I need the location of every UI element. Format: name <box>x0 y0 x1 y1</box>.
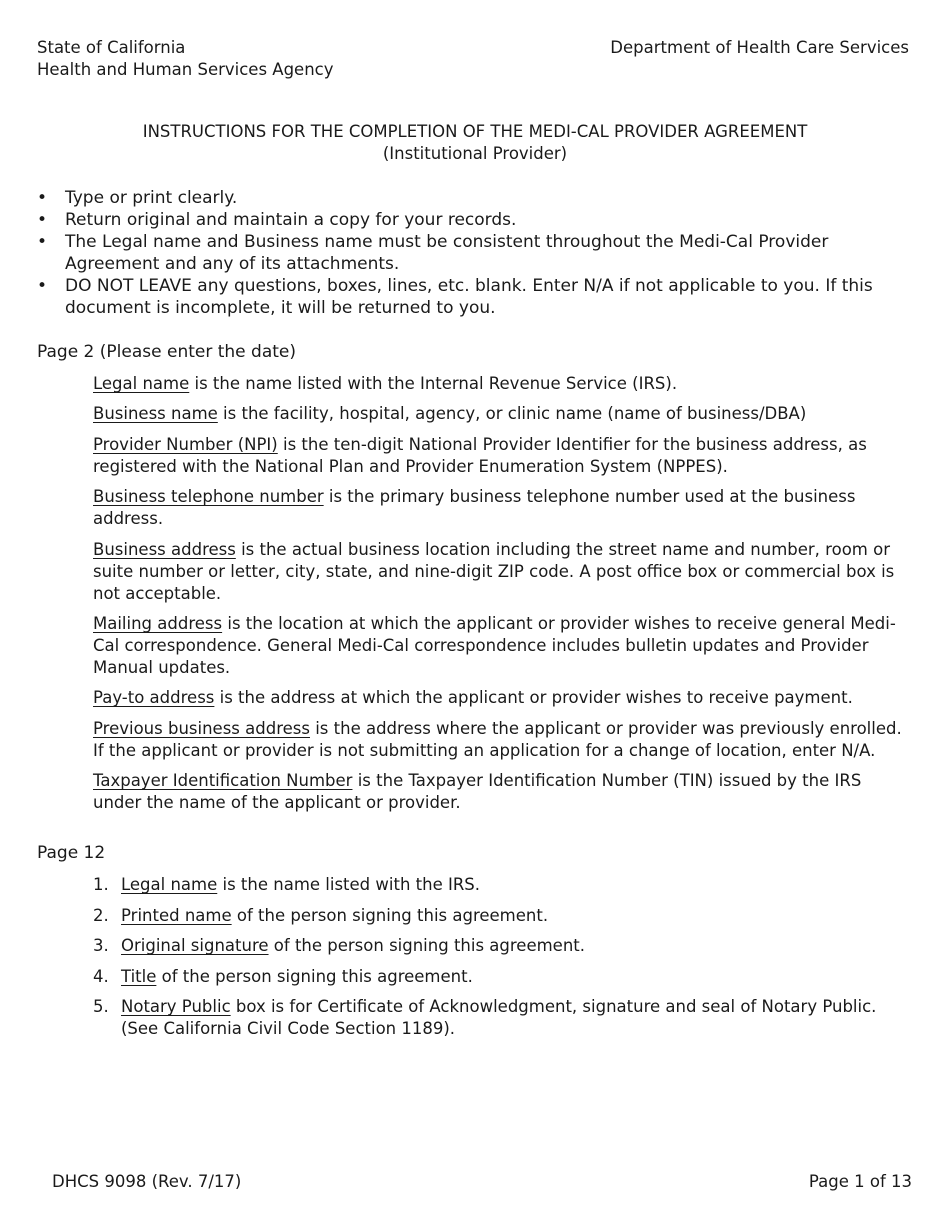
definition-text: is the name listed with the Internal Revenue Service (IRS). <box>189 374 678 393</box>
form-id: DHCS 9098 (Rev. 7/17) <box>52 1172 242 1191</box>
list-item <box>93 905 908 927</box>
page12-heading: Page 12 <box>37 843 106 863</box>
definition-term: Business name <box>93 404 218 424</box>
definition-term: Provider Number (NPI) <box>93 434 278 454</box>
list-item <box>93 996 908 1040</box>
definition-item <box>93 403 908 425</box>
definition-text: is the facility, hospital, agency, or clinic name (name of business/DBA) <box>217 404 807 424</box>
list-term: Legal name <box>121 875 218 894</box>
bullet-item: • DO NOT LEAVE any questions, boxes, lines, etc. blank. Enter N/A if not applicable to you. If this document is incomplete, it will be returned to you. <box>37 275 917 319</box>
list-number: 1. <box>93 875 109 894</box>
definition-text: is the primary business telephone number used at the business address. <box>93 487 856 529</box>
definition-text: is the address where the applicant or provider was previously enrolled. If the applicant or provider is not submitting an application for a change of location, enter N/A. <box>93 718 902 760</box>
list-text: box is for Certificate of Acknowledgment, signature and seal of Notary Public. (See California Civil Code Section 1189). <box>121 997 877 1039</box>
list-text: of the person signing this agreement. <box>268 936 585 956</box>
definition-item <box>93 770 908 814</box>
definition-item <box>93 613 908 679</box>
definition-item <box>93 687 908 709</box>
bullet-item: • The Legal name and Business name must be consistent throughout the Medi-Cal Provider Agreement and any of its attachments. <box>37 231 917 275</box>
definition-text: is the actual business location including the street name and number, room or suite number or letter, city, state, and nine-digit ZIP code. A post office box or commercial box is not acceptable. <box>93 539 895 603</box>
bullet-item: • Return original and maintain a copy for your records. <box>37 209 917 231</box>
definition-item <box>93 539 908 605</box>
department-name: Department of Health Care Services <box>610 38 909 57</box>
document-title <box>0 121 950 165</box>
definition-text: is the ten-digit National Provider Identifier for the business address, as registered with the National Plan and Provider Enumeration System (NPPES). <box>93 434 867 476</box>
definition-item <box>93 486 908 530</box>
list-text: is the name listed with the IRS. <box>217 875 481 894</box>
definition-term: Business address <box>93 539 236 559</box>
list-number: 3. <box>93 936 109 956</box>
list-number: 4. <box>93 966 109 986</box>
bullet-item: • Type or print clearly. <box>37 187 917 209</box>
instruction-bullets <box>37 187 917 319</box>
page-number: Page 1 of 13 <box>808 1172 912 1191</box>
definition-term: Mailing address <box>93 613 223 633</box>
definition-item <box>93 373 908 395</box>
page12-list <box>93 874 908 1049</box>
list-number: 5. <box>93 997 109 1017</box>
definition-text: is the Taxpayer Identification Number (TIN) issued by the IRS under the name of the applicant or provider. <box>93 771 862 813</box>
header-agency <box>37 37 334 81</box>
definition-text: is the address at which the applicant or provider wishes to receive payment. <box>214 688 853 708</box>
list-text: of the person signing this agreement. <box>156 966 473 986</box>
definition-item <box>93 718 908 762</box>
list-number: 2. <box>93 905 109 925</box>
definition-term: Business telephone number <box>93 487 324 507</box>
title-main: INSTRUCTIONS FOR THE COMPLETION OF THE MEDI-CAL PROVIDER AGREEMENT <box>142 122 808 141</box>
list-term: Notary Public <box>121 997 231 1017</box>
list-term: Printed name <box>121 905 232 925</box>
definition-term: Previous business address <box>93 718 310 738</box>
definition-term: Legal name <box>93 374 190 393</box>
definition-term: Pay-to address <box>93 688 215 708</box>
definition-term: Taxpayer Identification Number <box>93 771 353 791</box>
list-item <box>93 966 908 988</box>
page2-definitions <box>93 373 908 823</box>
definition-item <box>93 434 908 478</box>
list-term: Title <box>121 966 157 986</box>
list-item <box>93 874 908 896</box>
agency-name: Health and Human Services Agency <box>37 60 334 79</box>
list-text: of the person signing this agreement. <box>231 905 549 925</box>
list-item <box>93 935 908 957</box>
definition-text: is the location at which the applicant or provider wishes to receive general Medi-Cal correspondence. General Medi-Cal correspondence includes bulletin updates and Provider Manual updates. <box>93 613 896 677</box>
list-term: Original signature <box>121 936 269 956</box>
page2-heading: Page 2 (Please enter the date) <box>37 342 297 362</box>
title-sub: (Institutional Provider) <box>382 144 568 163</box>
state-name: State of California <box>37 38 186 57</box>
